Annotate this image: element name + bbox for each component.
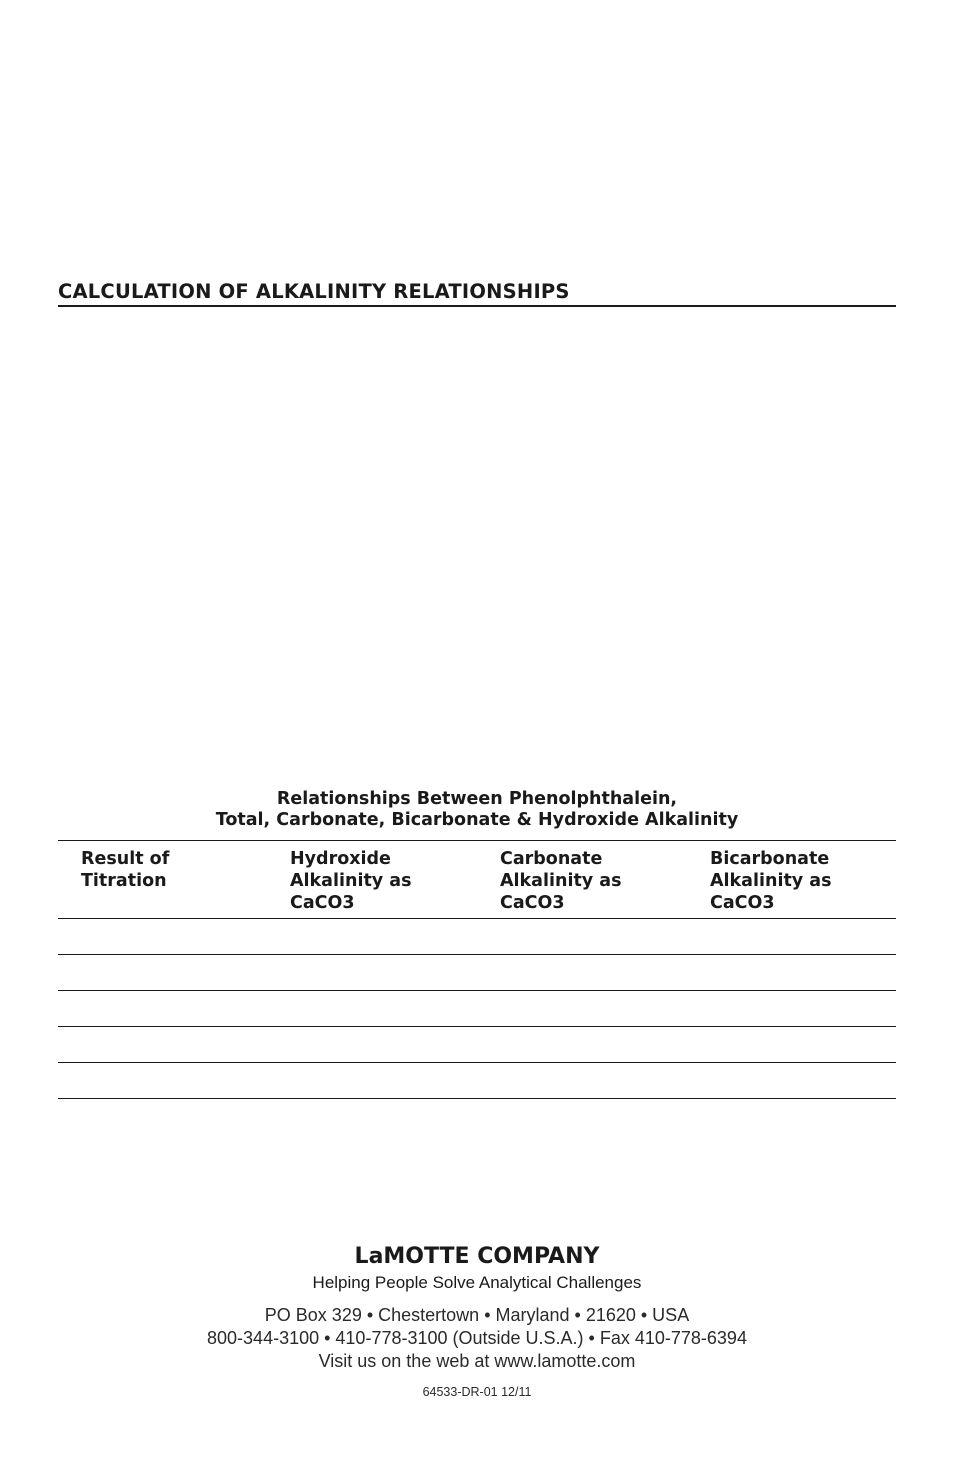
header-line: Titration bbox=[81, 871, 167, 891]
table-cell bbox=[710, 1027, 896, 1063]
table-cell bbox=[290, 919, 500, 955]
table-row bbox=[58, 1063, 896, 1099]
table-cell bbox=[500, 919, 710, 955]
table-cell bbox=[58, 991, 290, 1027]
column-header-result-of-titration bbox=[58, 841, 290, 919]
header-line: Alkalinity as bbox=[290, 871, 412, 891]
alkalinity-relationships-table bbox=[58, 840, 896, 1099]
header-line: CaCO3 bbox=[290, 893, 355, 913]
table-cell bbox=[500, 1063, 710, 1099]
phone-numbers: 800-344-3100 • 410-778-3100 (Outside U.S.A.) • Fax 410-778-6394 bbox=[207, 1328, 747, 1348]
table-cell bbox=[290, 1063, 500, 1099]
table-cell bbox=[710, 991, 896, 1027]
table-title-line-1: Relationships Between Phenolphthalein, bbox=[276, 789, 678, 809]
column-header-carbonate-alkalinity bbox=[500, 841, 710, 919]
table-cell bbox=[58, 955, 290, 991]
mailing-address: PO Box 329 • Chestertown • Maryland • 21620 • USA bbox=[264, 1305, 690, 1325]
table-row bbox=[58, 955, 896, 991]
table-cell bbox=[500, 1027, 710, 1063]
header-line: Alkalinity as bbox=[710, 871, 832, 891]
header-line: Carbonate bbox=[500, 849, 603, 869]
table-cell bbox=[710, 955, 896, 991]
section-heading: CALCULATION OF ALKALINITY RELATIONSHIPS bbox=[58, 280, 896, 307]
table-row bbox=[58, 919, 896, 955]
column-header-bicarbonate-alkalinity bbox=[710, 841, 896, 919]
table-row bbox=[58, 991, 896, 1027]
table-cell bbox=[58, 919, 290, 955]
table-title-line-2: Total, Carbonate, Bicarbonate & Hydroxide Alkalinity bbox=[215, 810, 739, 830]
header-line: Hydroxide bbox=[290, 849, 391, 869]
header-line: Bicarbonate bbox=[710, 849, 830, 869]
table-cell bbox=[500, 991, 710, 1027]
table-cell bbox=[710, 919, 896, 955]
table-row bbox=[58, 1027, 896, 1063]
table-cell bbox=[58, 1027, 290, 1063]
header-line: Result of bbox=[81, 849, 170, 869]
company-tagline: Helping People Solve Analytical Challenges bbox=[312, 1273, 642, 1292]
company-name: LaMOTTE COMPANY bbox=[354, 1244, 600, 1269]
header-line: CaCO3 bbox=[500, 893, 565, 913]
table-cell bbox=[290, 991, 500, 1027]
table-header-row bbox=[58, 841, 896, 919]
website-line: Visit us on the web at www.lamotte.com bbox=[318, 1351, 636, 1371]
table-cell bbox=[710, 1063, 896, 1099]
document-code: 64533-DR-01 12/11 bbox=[422, 1385, 532, 1399]
table-cell bbox=[290, 1027, 500, 1063]
header-line: CaCO3 bbox=[710, 893, 775, 913]
table-cell bbox=[290, 955, 500, 991]
header-line: Alkalinity as bbox=[500, 871, 622, 891]
table-cell bbox=[58, 1063, 290, 1099]
column-header-hydroxide-alkalinity bbox=[290, 841, 500, 919]
table-title bbox=[58, 789, 896, 831]
table-cell bbox=[500, 955, 710, 991]
